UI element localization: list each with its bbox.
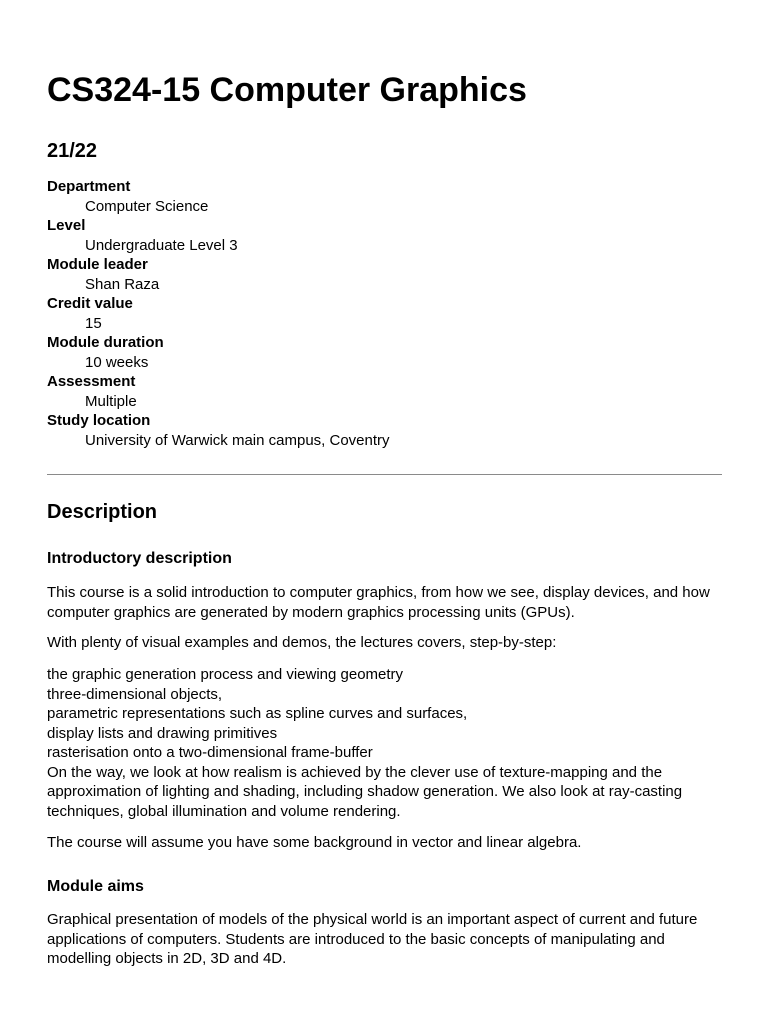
list-item: rasterisation onto a two-dimensional frame-buffer: [47, 744, 373, 761]
detail-value-module-leader: Shan Raza: [85, 275, 160, 293]
module-aims-paragraph: Graphical presentation of models of the physical world is an important aspect of current and future applications of computers. Students are introduced to the basic concepts of manipulating and modelling objects in 2D, 3D and 4D.: [47, 911, 698, 967]
module-aims-heading: Module aims: [47, 878, 144, 895]
detail-label-department: Department: [47, 178, 131, 195]
detail-label-study-location: Study location: [47, 412, 151, 429]
intro-paragraph-3: The course will assume you have some background in vector and linear algebra.: [47, 834, 582, 851]
detail-label-credit-value: Credit value: [47, 295, 133, 312]
step-list: [47, 665, 722, 821]
detail-value-study-location: University of Warwick main campus, Coventry: [85, 431, 390, 449]
list-item: display lists and drawing primitives: [47, 724, 278, 742]
list-item: On the way, we look at how realism is achieved by the clever use of texture-mapping and the approximation of lighting and shading, including shadow generation. We also look at ray-casting techniques, global illumination and volume rendering.: [47, 763, 683, 820]
detail-value-credit-value: 15: [85, 314, 102, 332]
intro-description-heading: Introductory description: [47, 550, 232, 567]
intro-paragraph-1: This course is a solid introduction to computer graphics, from how we see, display devices, and how computer graphics are generated by modern graphics processing units (GPUs).: [47, 584, 710, 621]
detail-label-module-leader: Module leader: [47, 256, 148, 273]
detail-label-assessment: Assessment: [47, 373, 136, 390]
list-item: three-dimensional objects,: [47, 685, 223, 703]
detail-value-assessment: Multiple: [85, 392, 137, 410]
intro-paragraph-2: With plenty of visual examples and demos, the lectures covers, step-by-step:: [47, 634, 557, 651]
detail-label-module-duration: Module duration: [47, 334, 164, 351]
section-divider: [47, 474, 722, 475]
list-item: the graphic generation process and viewing geometry: [47, 666, 404, 683]
module-details: [47, 177, 390, 450]
page-title: CS324-15 Computer Graphics: [47, 71, 527, 109]
detail-label-level: Level: [47, 217, 86, 234]
description-heading: Description: [47, 501, 158, 523]
detail-value-level: Undergraduate Level 3: [85, 236, 238, 254]
academic-year: 21/22: [47, 140, 98, 162]
detail-value-department: Computer Science: [85, 197, 209, 215]
detail-value-module-duration: 10 weeks: [85, 353, 149, 371]
list-item: parametric representations such as spline curves and surfaces,: [47, 705, 468, 722]
